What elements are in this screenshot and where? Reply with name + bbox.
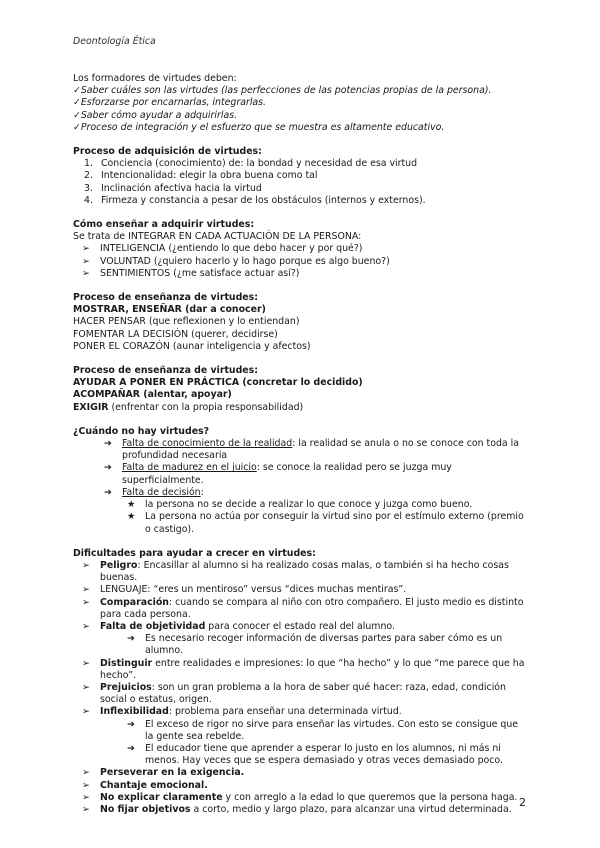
right-arrow-bullet-icon: ➔ — [127, 633, 135, 645]
section-title-dificultades: Dificultades para ayudar a crecer en virtudes: — [73, 547, 316, 559]
arrowhead-bullet-icon: ➢ — [82, 243, 90, 255]
section-title-adquisicion: Proceso de adquisición de virtudes: — [73, 146, 262, 158]
line-item: MOSTRAR, ENSEÑAR (dar a conocer) — [73, 304, 266, 316]
formadores-intro: Los formadores de virtudes deben: — [73, 73, 237, 84]
arrowhead-bullet-icon: ➢ — [82, 803, 90, 815]
page-content — [73, 73, 528, 816]
formadores-item: ✓Esforzarse por encarnarlas, integrarlas. — [73, 97, 267, 109]
list-item: ➢ No explicar claramente y con arreglo a la edad lo que queremos que la persona haga. — [82, 791, 518, 803]
section-title-ensenanza: Proceso de enseñanza de virtudes: — [73, 365, 258, 377]
arrowhead-bullet-icon: ➢ — [82, 267, 90, 279]
arrowhead-bullet-icon: ➢ — [82, 657, 90, 669]
list-item: ➔ Falta de decisión: — [104, 486, 204, 498]
list-item: ➢ Distinguir entre realidades e impresiones: lo que “ha hecho” y lo que “me parece que ha hecho”. — [82, 657, 525, 681]
list-item: ➢ INTELIGENCIA (¿entiendo lo que debo hacer y por qué?) — [82, 243, 363, 255]
list-item: ➢ No fijar objetivos a corto, medio y largo plazo, para alcanzar una virtud determinada. — [82, 803, 512, 815]
sub-list-item: ➔ El exceso de rigor no sirve para enseñar las virtudes. Con esto se consigue que la gente sea rebelde. — [127, 718, 519, 742]
arrowhead-bullet-icon: ➢ — [82, 584, 90, 596]
sub-list-item: ★ la persona no se decide a realizar lo que conoce y juzga como bueno. — [127, 499, 473, 511]
section-subtitle: Se trata de INTEGRAR EN CADA ACTUACIÓN DE LA PERSONA: — [73, 231, 362, 243]
list-item: ➢ Inflexibilidad: problema para enseñar una determinada virtud. — [82, 706, 402, 718]
sub-list-item: ➔ El educador tiene que aprender a esperar lo justo en los alumnos, ni más ni menos. Hay veces que se espera demasiado y otras veces demasiado poco. — [127, 742, 503, 767]
list-item: ➢ Prejuicios: son un gran problema a la hora de saber qué hacer: raza, edad, condición social o estatus, origen. — [82, 681, 506, 706]
list-item: ➔ Falta de conocimiento de la realidad: la realidad se anula o no se conoce con toda la profundidad necesaria — [104, 438, 519, 462]
list-item: ➢ Chantaje emocional. — [82, 779, 208, 791]
line-item: EXIGIR (enfrentar con la propia responsabilidad) — [73, 401, 304, 413]
numbered-item: 2. Intencionalidad: elegir la obra buena como tal — [84, 170, 318, 182]
running-header: Deontología Ética — [73, 36, 156, 47]
right-arrow-bullet-icon: ➔ — [104, 462, 112, 474]
line-item: FOMENTAR LA DECISIÓN (querer, decidirse) — [73, 328, 278, 340]
arrowhead-bullet-icon: ➢ — [82, 596, 90, 608]
arrowhead-bullet-icon: ➢ — [82, 706, 90, 718]
list-item: ➢ Peligro: Encasillar al alumno si ha realizado cosas malas, o también si ha hecho cosas buenas. — [82, 559, 509, 584]
formadores-item: ✓Saber cómo ayudar a adquirirlas. — [73, 109, 238, 121]
list-item: ➢ Falta de objetividad para conocer el estado real del alumno. — [82, 620, 395, 632]
formadores-item: ✓Saber cuáles son las virtudes (las perfecciones de las potencias propias de la persona). — [73, 85, 492, 97]
list-item: ➢ Comparación: cuando se compara al niño con otro compañero. El justo medio es distinto para cada persona. — [82, 596, 524, 620]
section-title-ensenanza: Proceso de enseñanza de virtudes: — [73, 292, 258, 304]
sub-list-item: ★ La persona no actúa por conseguir la virtud sino por el estímulo externo (premio o castigo). — [127, 511, 524, 535]
arrowhead-bullet-icon: ➢ — [82, 767, 90, 779]
star-bullet-icon: ★ — [127, 499, 136, 511]
arrowhead-bullet-icon: ➢ — [82, 779, 90, 791]
numbered-item: 3. Inclinación afectiva hacia la virtud — [84, 182, 262, 194]
list-item: ➢ VOLUNTAD (¿quiero hacerlo y lo hago porque es algo bueno?) — [82, 255, 390, 267]
right-arrow-bullet-icon: ➔ — [127, 742, 135, 754]
line-item: PONER EL CORAZÓN (aunar inteligencia y afectos) — [73, 340, 311, 352]
page-number: 2 — [519, 796, 526, 809]
list-item: ➔ Falta de madurez en el juicio: se conoce la realidad pero se juzga muy superficialmente. — [104, 462, 452, 486]
arrowhead-bullet-icon: ➢ — [82, 255, 90, 267]
arrowhead-bullet-icon: ➢ — [82, 559, 90, 571]
right-arrow-bullet-icon: ➔ — [104, 486, 112, 498]
star-bullet-icon: ★ — [127, 511, 136, 523]
arrowhead-bullet-icon: ➢ — [82, 791, 90, 803]
line-item: ACOMPAÑAR (alentar, apoyar) — [73, 389, 232, 401]
line-item: HACER PENSAR (que reflexionen y lo entiendan) — [73, 316, 300, 328]
formadores-item: ✓Proceso de integración y el esfuerzo que se muestra es altamente educativo. — [73, 121, 445, 133]
list-item: ➢ Perseverar en la exigencia. — [82, 767, 245, 779]
sub-list-item: ➔ Es necesario recoger información de diversas partes para saber cómo es un alumno. — [127, 633, 503, 657]
section-title-cuando: ¿Cuándo no hay virtudes? — [73, 425, 210, 437]
right-arrow-bullet-icon: ➔ — [104, 438, 112, 450]
numbered-item: 4. Firmeza y constancia a pesar de los obstáculos (internos y externos). — [84, 194, 426, 206]
line-item: AYUDAR A PONER EN PRÁCTICA (concretar lo decidido) — [73, 377, 363, 389]
right-arrow-bullet-icon: ➔ — [127, 718, 135, 730]
section-title-ensenar: Cómo enseñar a adquirir virtudes: — [73, 219, 255, 231]
arrowhead-bullet-icon: ➢ — [82, 681, 90, 693]
list-item: ➢ SENTIMIENTOS (¿me satisface actuar así?) — [82, 267, 300, 279]
numbered-item: 1. Conciencia (conocimiento) de: la bondad y necesidad de esa virtud — [84, 158, 418, 170]
arrowhead-bullet-icon: ➢ — [82, 620, 90, 632]
list-item: ➢ LENGUAJE: “eres un mentiroso” versus “dices muchas mentiras”. — [82, 584, 407, 596]
